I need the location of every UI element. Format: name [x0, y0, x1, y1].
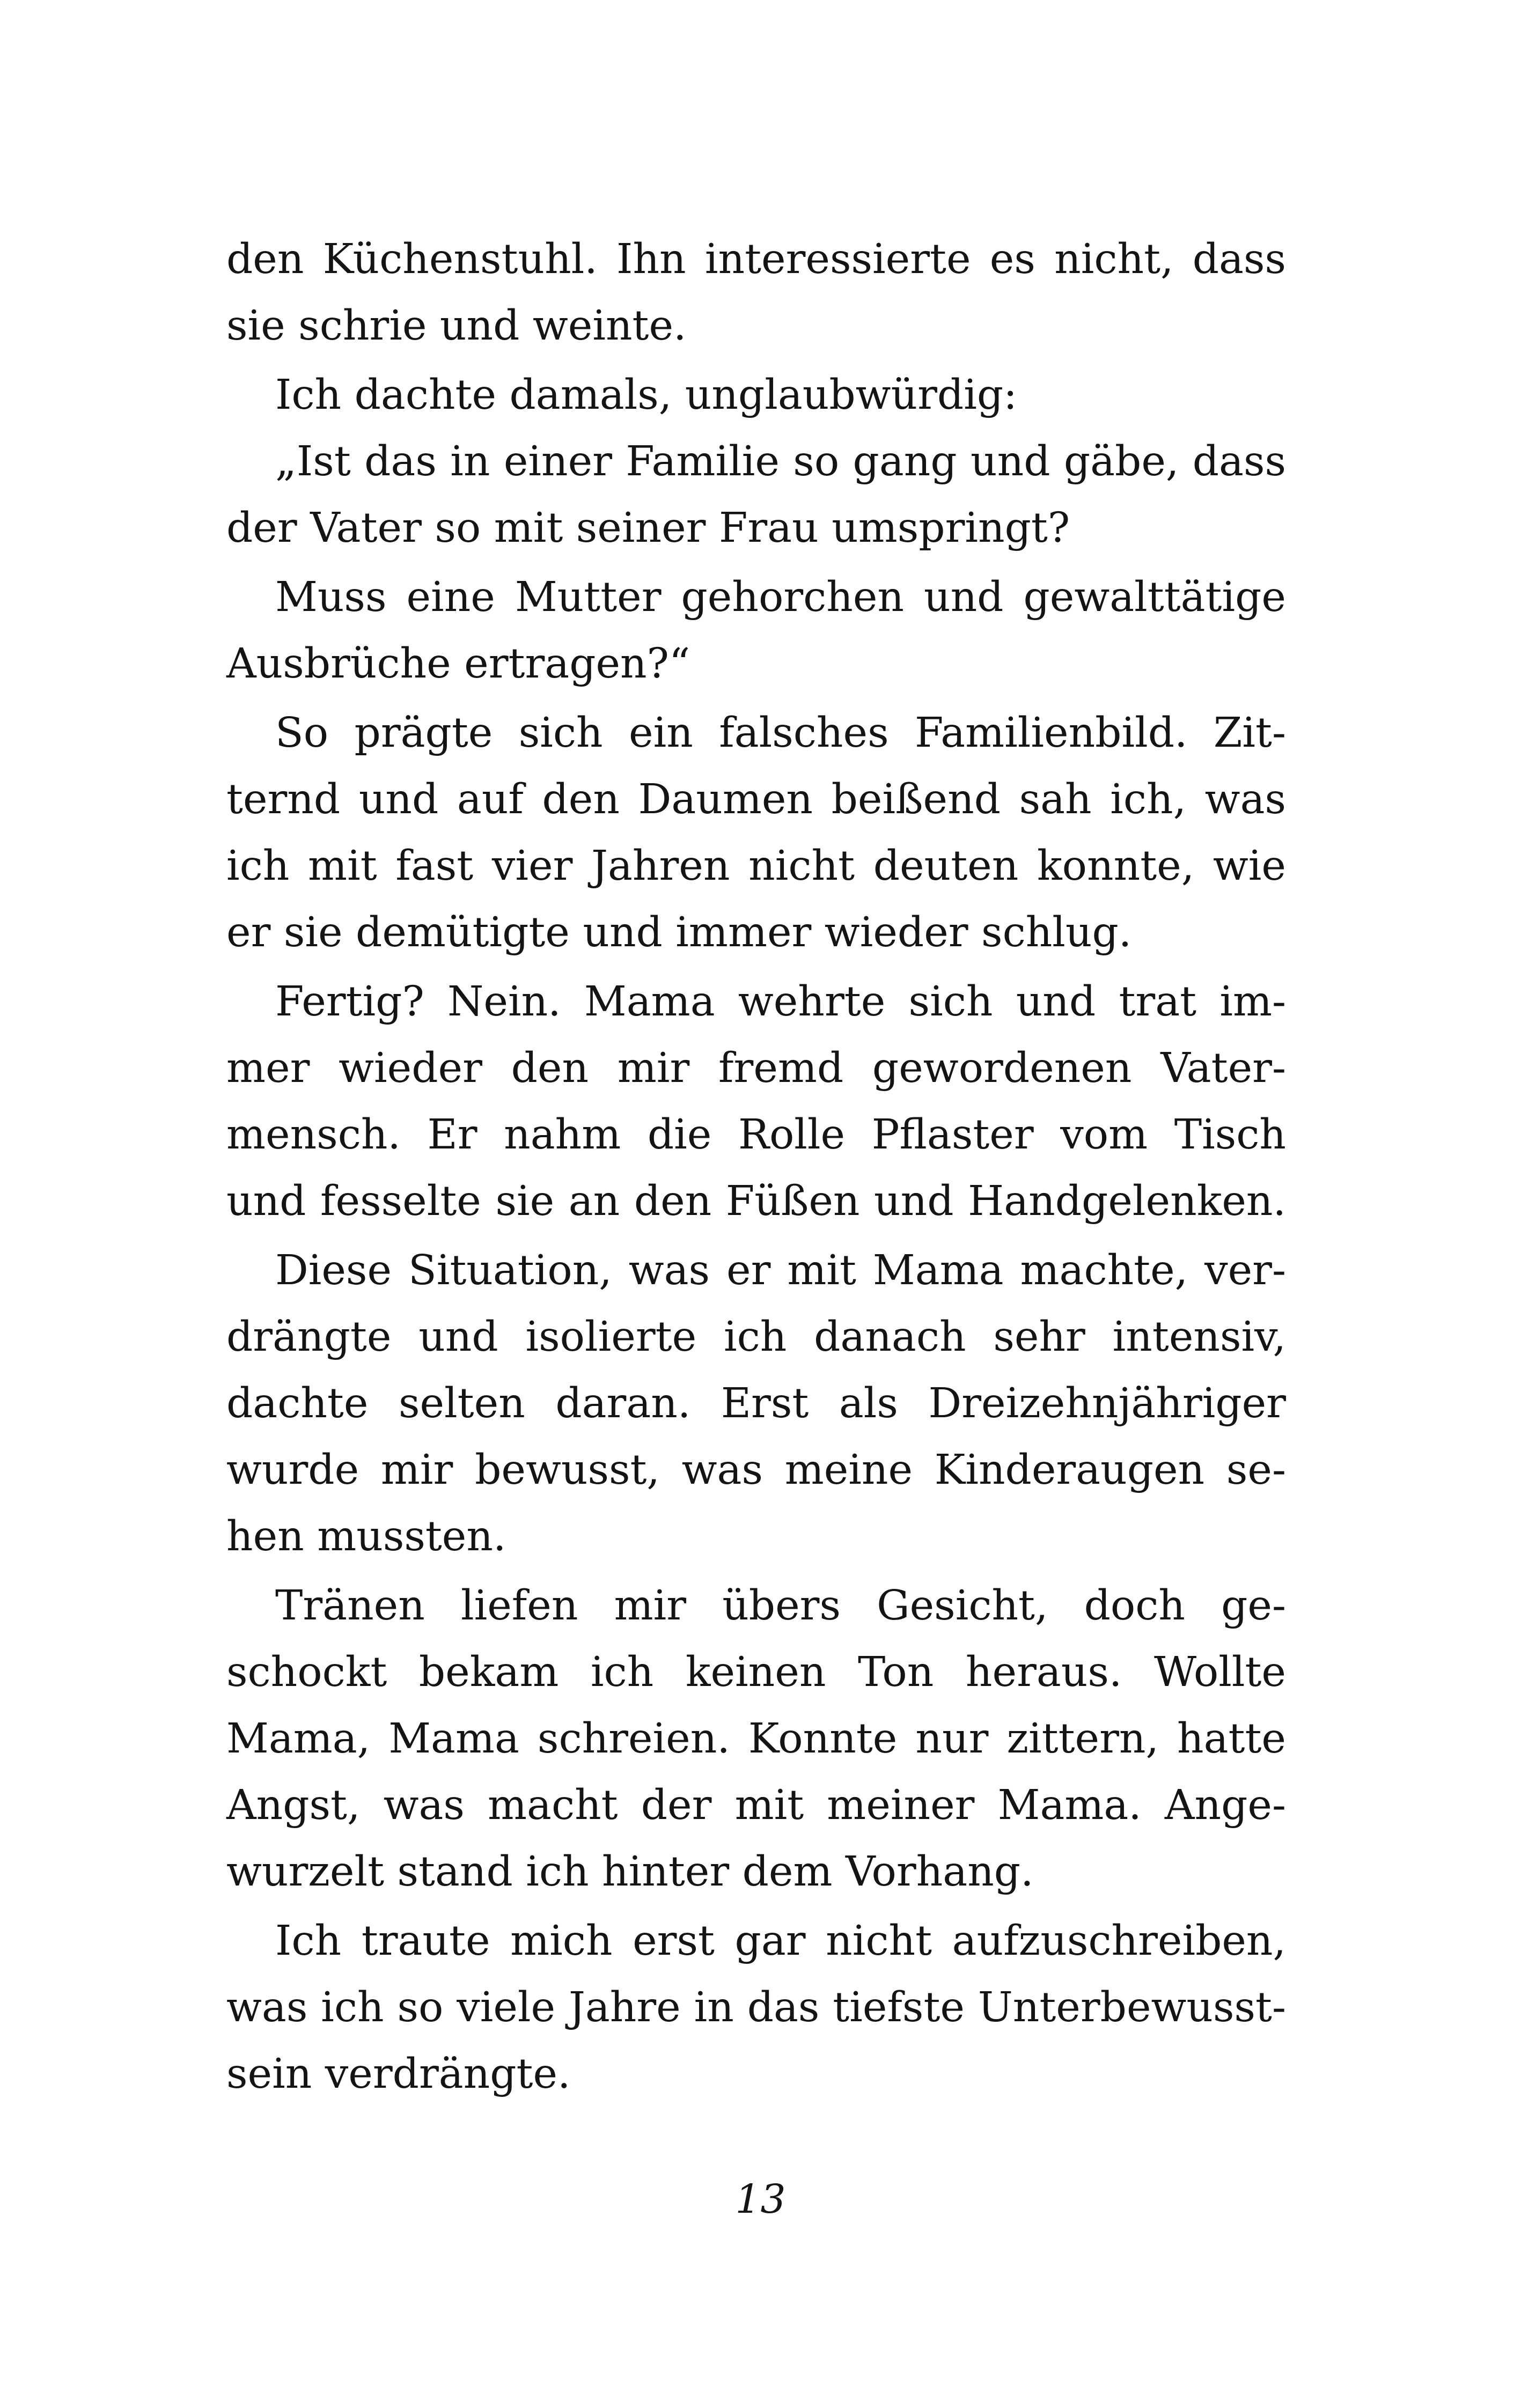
text-line: Mama, Mama schreien. Konnte nur zittern, hatte: [226, 1715, 1286, 1763]
text-line: Tränen liefen mir übers Gesicht, doch ge-: [275, 1582, 1286, 1630]
text-line: schockt bekam ich keinen Ton heraus. Wollte: [226, 1648, 1286, 1696]
text-line: hen mussten.: [226, 1513, 506, 1560]
text-line: der Vater so mit seiner Frau umspringt?: [226, 504, 1070, 552]
text-line: Ich traute mich erst gar nicht aufzuschreiben,: [275, 1917, 1286, 1965]
text-line: dachte selten daran. Erst als Dreizehnjähriger: [226, 1380, 1286, 1427]
text-line: ternd und auf den Daumen beißend sah ich, was: [226, 776, 1286, 823]
text-line: Ausbrüche ertragen?“: [226, 640, 690, 688]
text-line: er sie demütigte und immer wieder schlug.: [226, 909, 1132, 956]
text-line: Fertig? Nein. Mama wehrte sich und trat im-: [275, 978, 1286, 1026]
text-line: Angst, was macht der mit meiner Mama. Ange-: [226, 1781, 1286, 1829]
text-line: mensch. Er nahm die Rolle Pflaster vom Tisch: [226, 1111, 1286, 1159]
text-line: drängte und isolierte ich danach sehr intensiv,: [226, 1313, 1286, 1361]
text-line: sein verdrängte.: [226, 2050, 571, 2098]
text-line: Muss eine Mutter gehorchen und gewalttätige: [275, 573, 1286, 621]
text-line: mer wieder den mir fremd gewordenen Vater-: [226, 1044, 1286, 1092]
text-line: Ich dachte damals, unglaubwürdig:: [275, 371, 1018, 419]
text-line: wurzelt stand ich hinter dem Vorhang.: [226, 1848, 1034, 1896]
text-line: „Ist das in einer Familie so gang und gäbe, dass: [275, 438, 1286, 485]
text-line: sie schrie und weinte.: [226, 302, 687, 350]
text-line: Diese Situation, was er mit Mama machte, ver-: [275, 1247, 1286, 1294]
text-line: wurde mir bewusst, was meine Kinderaugen se-: [226, 1446, 1286, 1494]
text-line: den Küchenstuhl. Ihn interessierte es nicht, dass: [226, 235, 1286, 283]
text-line: was ich so viele Jahre in das tiefste Unterbewusst-: [226, 1984, 1286, 2031]
text-line: ich mit fast vier Jahren nicht deuten konnte, wie: [226, 842, 1286, 890]
text-line: So prägte sich ein falsches Familienbild. Zit-: [275, 709, 1286, 757]
body-text: [226, 226, 1286, 2108]
text-line: und fesselte sie an den Füßen und Handgelenken.: [226, 1177, 1286, 1225]
page-number: 13: [735, 2176, 786, 2222]
